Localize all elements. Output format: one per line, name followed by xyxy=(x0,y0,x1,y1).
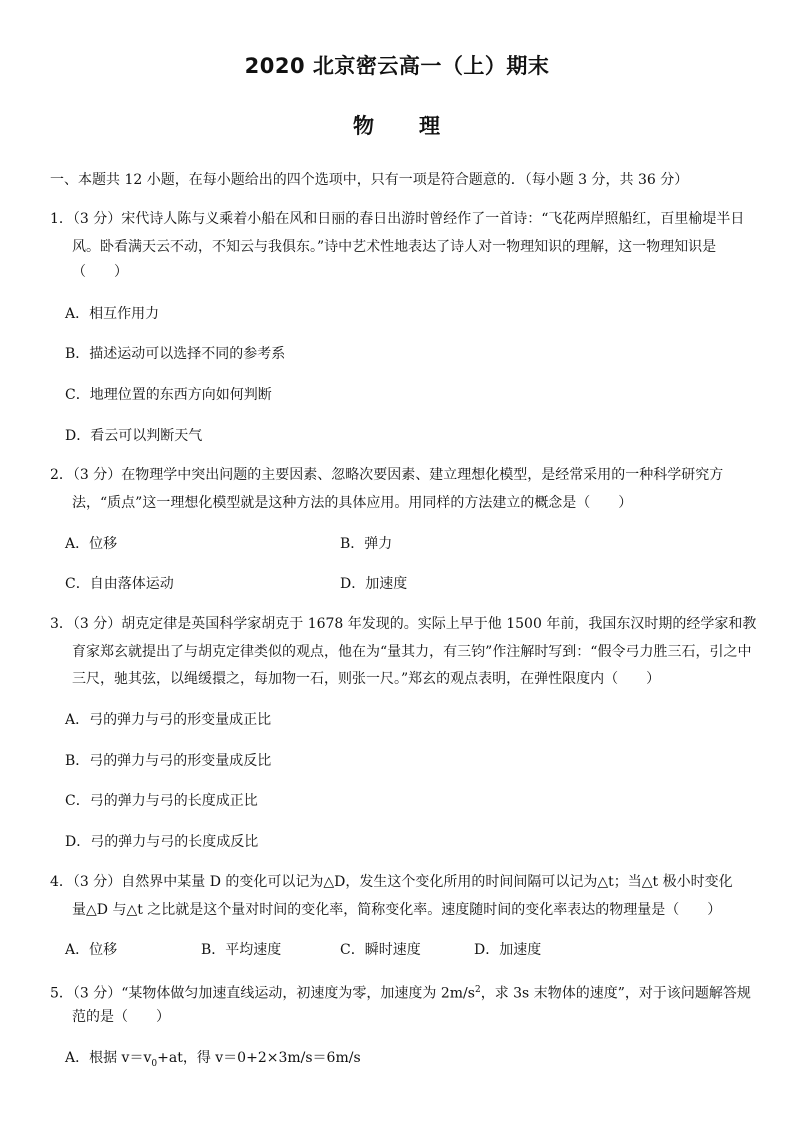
question-3-line-2: 育家郑玄就提出了与胡克定律类似的观点，他在为“量其力，有三钧”作注解时写到：“假令弓力胜三石，引之中 xyxy=(72,644,752,660)
question-3-option-d: D．弓的弹力与弓的长度成反比 xyxy=(65,834,259,850)
question-1-option-c: C．地理位置的东西方向如何判断 xyxy=(65,387,272,403)
question-2-option-c: C．自由落体运动 xyxy=(65,576,174,592)
question-3-option-b: B．弓的弹力与弓的形变量成反比 xyxy=(65,753,272,769)
question-5-line-2: 范的是（ ） xyxy=(72,1009,170,1025)
page-title: 2020 北京密云高一（上）期末 xyxy=(244,54,550,78)
question-4-line-1: 4．（3 分）自然界中某量 D 的变化可以记为△D，发生这个变化所用的时间间隔可以记为△t；当△t 极小时变化 xyxy=(50,874,733,890)
question-4-option-c: C．瞬时速度 xyxy=(340,942,421,958)
question-3-line-3: 三尺，驰其弦，以绳缓擐之，每加物一石，则张一尺。”郑玄的观点表明，在弹性限度内（ ） xyxy=(72,671,661,687)
subject-title-left: 物 xyxy=(353,114,375,138)
question-2-option-d: D．加速度 xyxy=(340,576,408,592)
question-2-option-b: B．弹力 xyxy=(340,536,393,552)
question-1-line-1: 1．（3 分）宋代诗人陈与义乘着小船在风和日丽的春日出游时曾经作了一首诗：“飞花两岸照船红，百里榆堤半日 xyxy=(50,211,745,227)
question-5-line-1-part-2: ，求 3s 末物体的速度”，对于该问题解答规 xyxy=(480,985,751,1002)
question-1-line-2: 风。卧看满天云不动，不知云与我俱东。”诗中艺术性地表达了诗人对一物理知识的理解，这一物理知识是 xyxy=(72,239,717,255)
question-4-option-a: A．位移 xyxy=(65,942,118,958)
question-1-option-a: A．相互作用力 xyxy=(65,306,160,322)
question-4-line-2: 量△D 与△t 之比就是这个量对时间的变化率，简称变化率。速度随时间的变化率表达的物理量是（ ） xyxy=(72,902,722,918)
question-5-option-a-part-2: +at，得 v＝0+2×3m/s＝6m/s xyxy=(157,1050,361,1066)
question-1-option-b: B．描述运动可以选择不同的参考系 xyxy=(65,346,286,362)
question-4-option-d: D．加速度 xyxy=(474,942,542,958)
question-4-option-b: B．平均速度 xyxy=(201,942,282,958)
question-3-line-1: 3．（3 分）胡克定律是英国科学家胡克于 1678 年发现的。实际上早于他 1500 年前，我国东汉时期的经学家和教 xyxy=(50,616,757,632)
question-5-superscript: 2 xyxy=(474,985,481,995)
section-heading: 一、本题共 12 小题，在每小题给出的四个选项中，只有一项是符合题意的．（每小题 3 分，共 36 分） xyxy=(50,172,689,188)
question-2-line-1: 2．（3 分）在物理学中突出问题的主要因素、忽略次要因素、建立理想化模型，是经常采用的一种科学研究方 xyxy=(50,467,724,483)
question-3-option-a: A．弓的弹力与弓的形变量成正比 xyxy=(65,712,272,728)
question-5-line-1-part-1: 5．（3 分）“某物体做匀加速直线运动，初速度为零，加速度为 2m/s xyxy=(50,985,475,1002)
subject-title xyxy=(0,110,794,140)
question-1-option-d: D．看云可以判断天气 xyxy=(65,428,203,444)
question-1-line-3: （ ） xyxy=(72,264,128,280)
question-2-option-a: A．位移 xyxy=(65,536,118,552)
question-2-line-2: 法，“质点”这一理想化模型就是这种方法的具体应用。用同样的方法建立的概念是（ ） xyxy=(72,495,633,511)
question-5-option-a-part-1: A．根据 v＝v xyxy=(65,1050,152,1066)
question-5-subscript: 0 xyxy=(151,1058,158,1069)
subject-title-right: 理 xyxy=(419,114,441,138)
question-3-option-c: C．弓的弹力与弓的长度成正比 xyxy=(65,793,258,809)
question-5-line-1 xyxy=(50,980,751,1004)
question-5-option-a xyxy=(65,1048,361,1074)
